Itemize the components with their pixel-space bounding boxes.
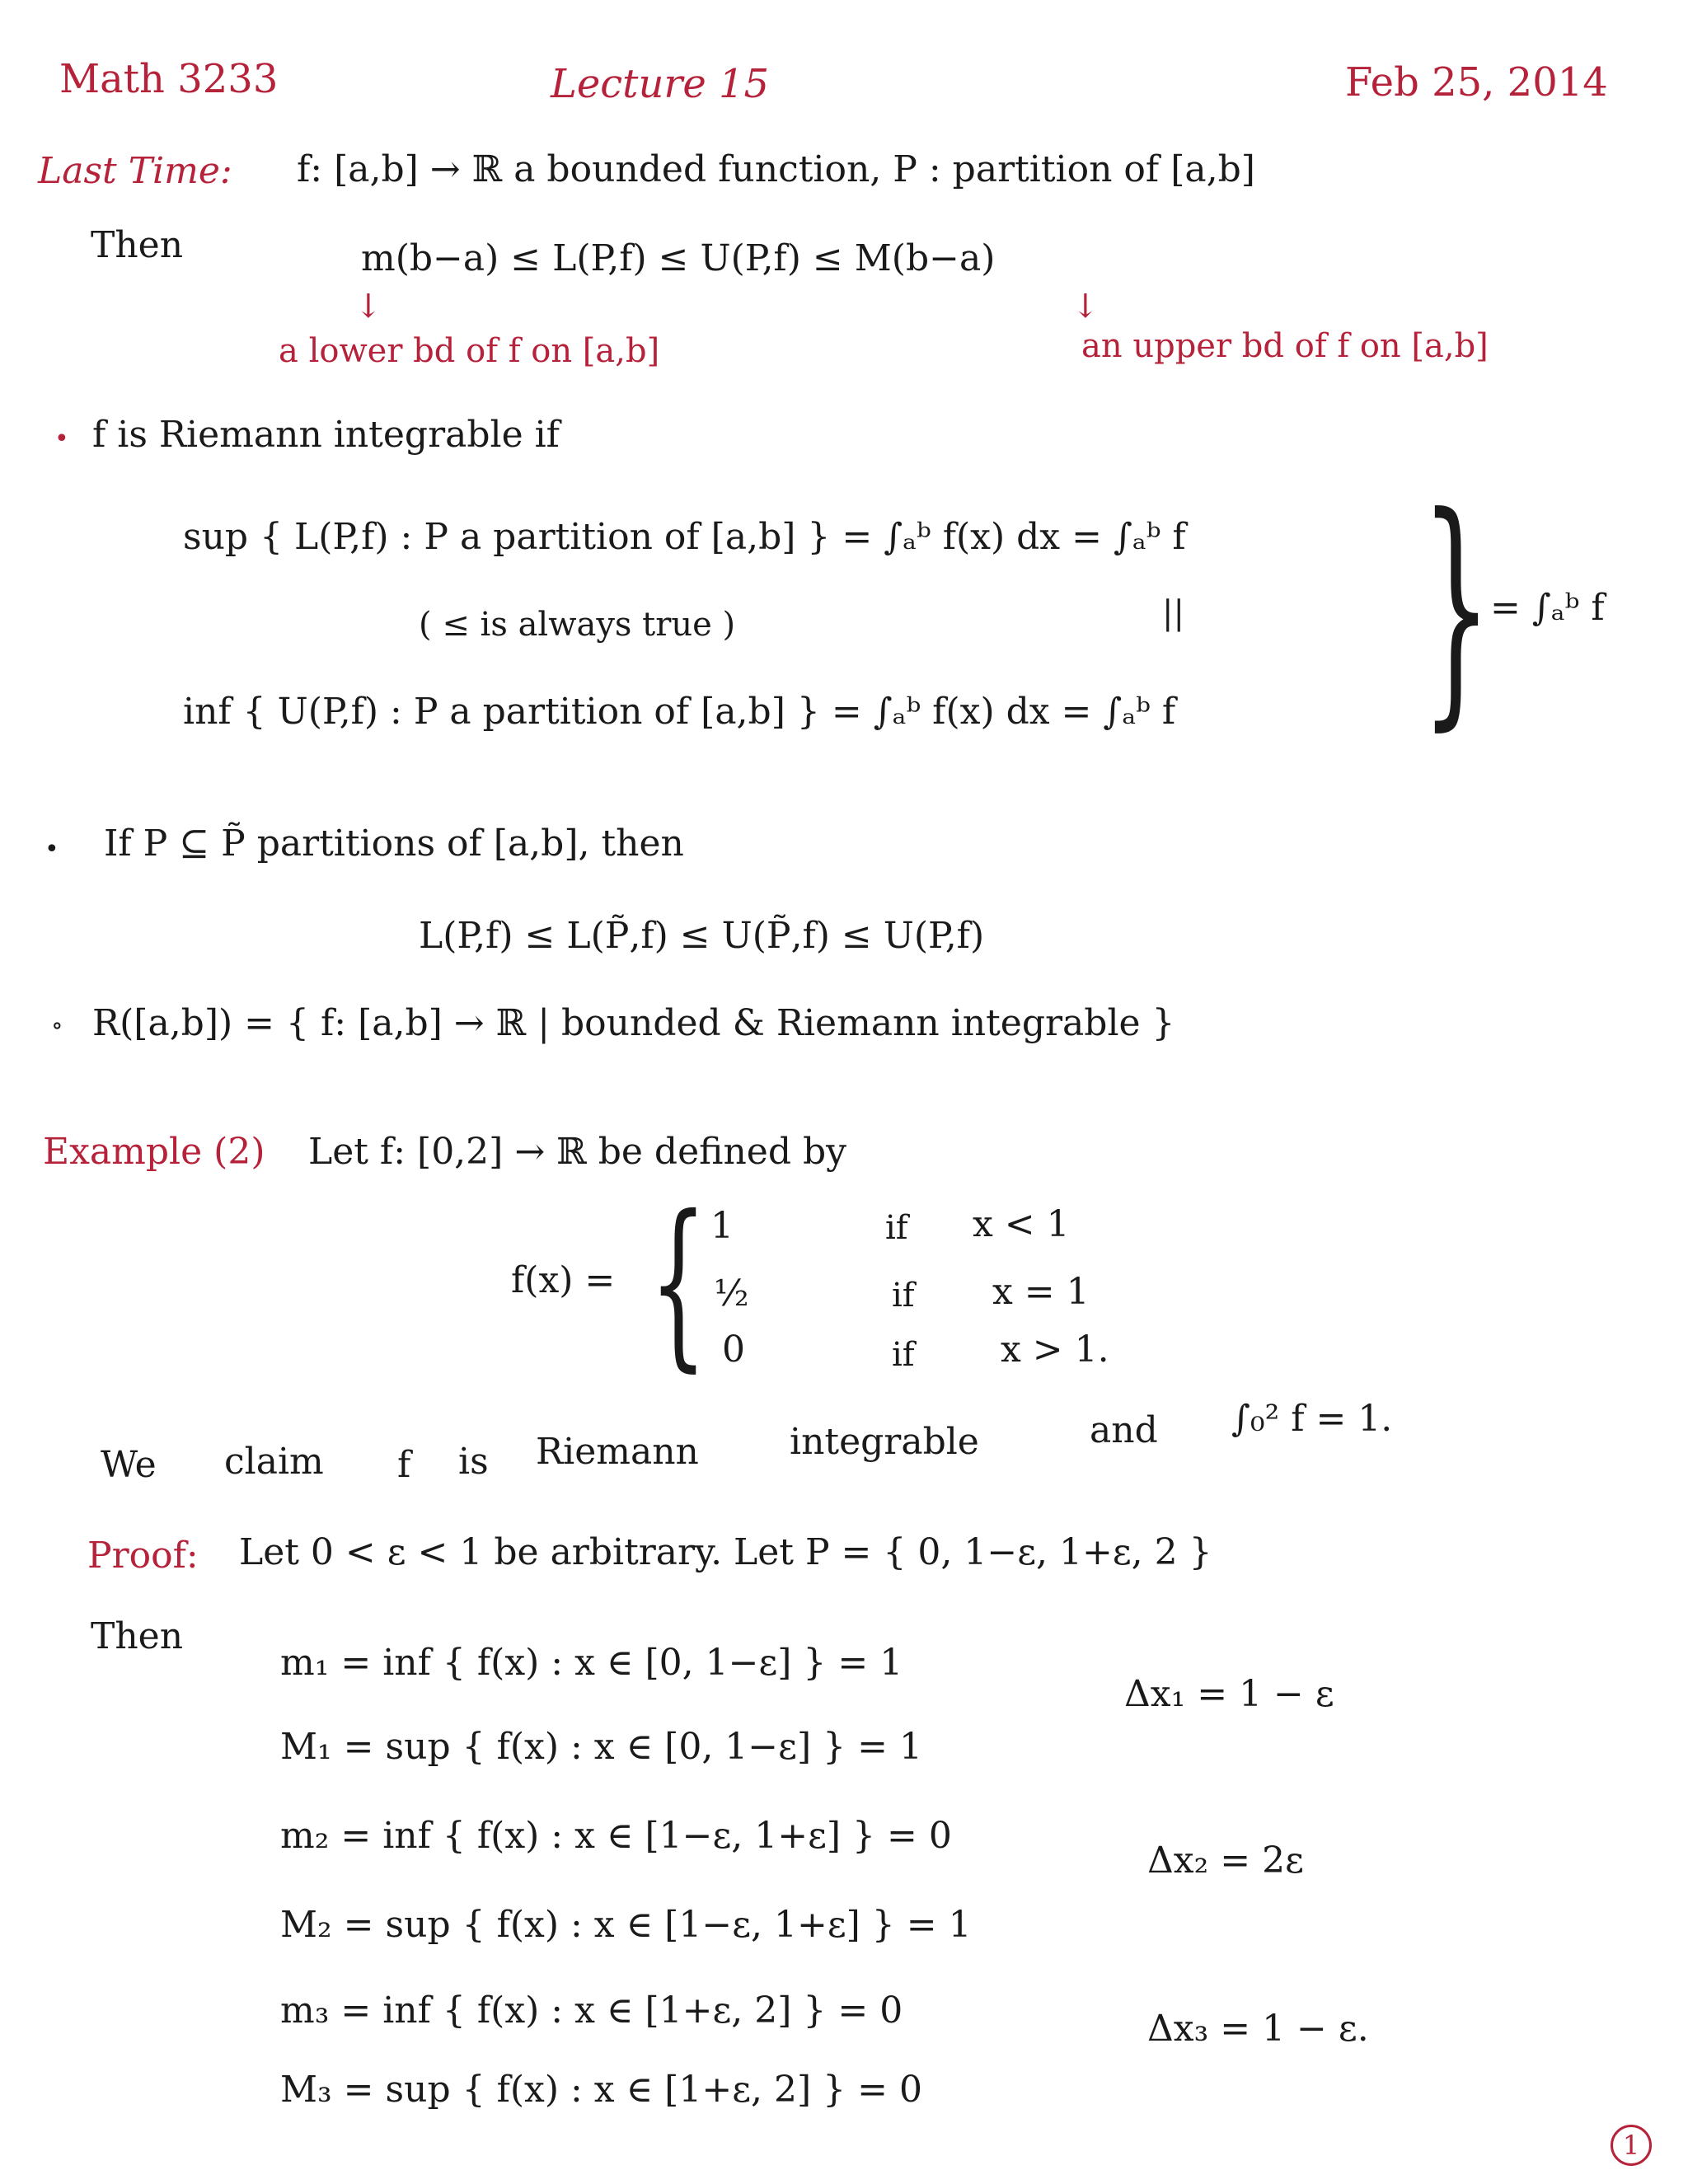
case-condition: x > 1. [1001,1329,1109,1371]
proof-line: M₁ = sup { f(x) : x ∈ [0, 1−ε] } = 1 [280,1726,922,1768]
riemann-intro: f is Riemann integrable if [92,414,560,456]
proof-label: Proof: [87,1535,199,1577]
bullet-icon: • [45,835,59,864]
bullet-icon: • [54,424,69,453]
delta-x: Δx₁ = 1 − ε [1124,1673,1334,1715]
case-if: if [892,1277,915,1315]
case-value: 1 [710,1205,734,1247]
proof-line: m₃ = inf { f(x) : x ∈ [1+ε, 2] } = 0 [280,1990,903,2032]
claim-word: f [397,1444,411,1486]
claim-word: claim [224,1441,324,1483]
bounds-inequality: m(b−a) ≤ L(P,f) ≤ U(P,f) ≤ M(b−a) [361,237,996,279]
upper-bound-note: an upper bd of f on [a,b] [1081,327,1489,365]
claim-word: is [458,1441,489,1483]
claim-word: Riemann [536,1431,699,1473]
last-time-label: Last Time: [38,150,232,192]
riemann-set-definition: R([a,b]) = { f: [a,b] → ℝ | bounded & Riemann integrable } [92,1002,1175,1044]
lecture-title: Lecture 15 [551,61,770,107]
case-condition: x < 1 [973,1203,1070,1245]
lower-bound-note: a lower bd of f on [a,b] [279,332,660,370]
course-title: Math 3233 [59,56,279,102]
case-if: if [885,1209,908,1247]
delta-x: Δx₂ = 2ε [1147,1840,1304,1882]
arrow-right-icon: ↓ [1071,288,1100,326]
refinement-inequality: L(P,f) ≤ L(P̃,f) ≤ U(P̃,f) ≤ U(P,f) [419,915,985,957]
fx-label: f(x) = [511,1259,616,1301]
case-value: ½ [714,1272,749,1315]
claim-word: integrable [790,1421,979,1463]
proof-line: M₂ = sup { f(x) : x ∈ [1−ε, 1+ε] } = 1 [280,1904,972,1946]
always-true-note: ( ≤ is always true ) [419,606,736,644]
then-label-1: Then [91,224,184,266]
then-label-2: Then [91,1615,184,1657]
left-brace-icon: { [649,1177,707,1388]
lecture-date: Feb 25, 2014 [1345,59,1608,105]
claim-word: and [1090,1409,1158,1451]
case-value: 0 [722,1329,745,1371]
example-intro: Let f: [0,2] → ℝ be defined by [308,1131,847,1173]
claim-integral: ∫₀² f = 1. [1231,1398,1393,1440]
claim-word: We [101,1444,157,1486]
right-brace-icon: } [1421,464,1492,752]
case-if: if [892,1336,915,1374]
page-number: 1 [1611,2125,1652,2166]
delta-x: Δx₃ = 1 − ε. [1147,2008,1369,2050]
proof-setup: Let 0 < ε < 1 be arbitrary. Let P = { 0, 1−ε, 1+ε, 2 } [239,1531,1212,1573]
proof-line: m₁ = inf { f(x) : x ∈ [0, 1−ε] } = 1 [280,1642,903,1684]
inf-upper-sums: inf { U(P,f) : P a partition of [a,b] } = ∫ₐᵇ f(x) dx = ∫ₐᵇ f [183,691,1176,733]
arrow-left-icon: ↓ [354,288,382,326]
refinement-intro: If P ⊆ P̃ partitions of [a,b], then [104,823,684,865]
proof-line: m₂ = inf { f(x) : x ∈ [1−ε, 1+ε] } = 0 [280,1815,952,1857]
last-time-text: f: [a,b] → ℝ a bounded function, P : partition of [a,b] [297,148,1255,190]
equality-marker: || [1162,594,1184,632]
riemann-result: = ∫ₐᵇ f [1490,587,1605,629]
proof-line: M₃ = sup { f(x) : x ∈ [1+ε, 2] } = 0 [280,2069,922,2111]
bullet-icon: ∘ [51,1011,63,1040]
example-label: Example (2) [43,1131,265,1173]
sup-lower-sums: sup { L(P,f) : P a partition of [a,b] } = ∫ₐᵇ f(x) dx = ∫ₐᵇ f [183,516,1186,558]
case-condition: x = 1 [992,1271,1090,1313]
